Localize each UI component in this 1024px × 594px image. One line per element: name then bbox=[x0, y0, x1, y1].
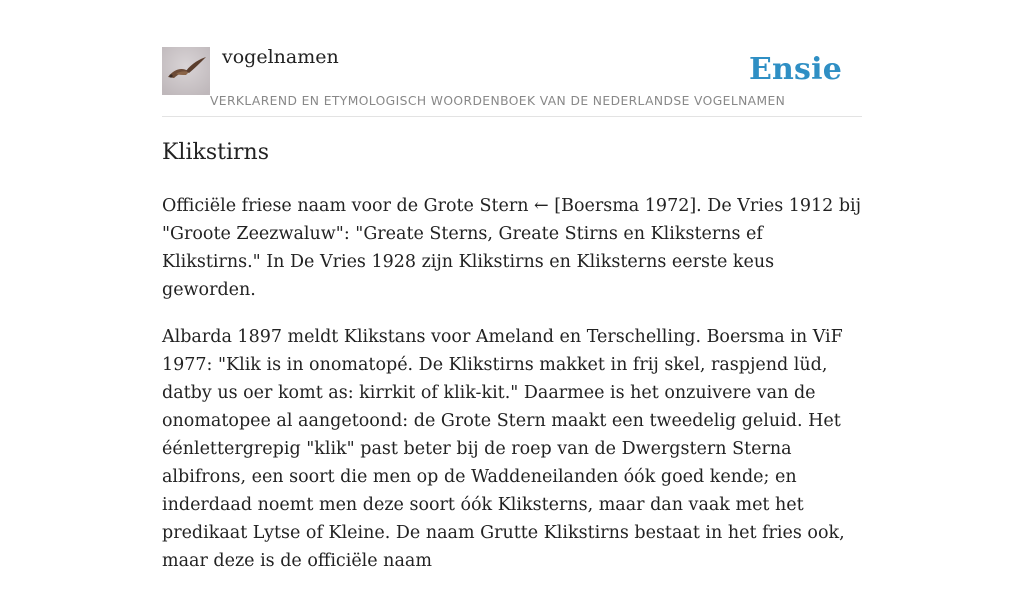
site-header bbox=[162, 0, 862, 117]
site-name-link[interactable]: vogelnamen bbox=[222, 46, 339, 68]
avatar[interactable] bbox=[162, 47, 210, 95]
page bbox=[162, 0, 862, 571]
bird-icon bbox=[162, 47, 210, 95]
entry-paragraph: Officiële friese naam voor de Grote Stern ← [Boersma 1972]. De Vries 1912 bij "Groote Zeezwaluw": "Greate Sterns, Greate Stirns en Kliksterns ef Klikstirns." In De Vries 1928 zijn Klikstirns en Kliksterns eerste keus geworden. bbox=[162, 196, 862, 300]
entry-paragraph: Albarda 1897 meldt Klikstans voor Ameland en Terschelling. Boersma in ViF 1977: "Klik is in onomatopé. De Klikstirns makket in frij skel, raspjend lüd, datby us oer komt as: kirrkit of klik-kit." Daarmee is het onzuivere van de onomatopee al aangetoond: de Grote Stern maakt een tweedelig geluid. Het éénlettergrepig "klik" past beter bij de roep van de Dwergstern Sterna albifrons, een soort die men op de Waddeneilanden óók goed kende; en inderdaad noemt men deze soort óók Kliksterns, maar dan vaak met het predikaat Lytse of Kleine. De naam Grutte Klikstirns bestaat in het fries ook, maar deze is de officiële naam bbox=[162, 327, 845, 571]
ensie-logo[interactable]: Ensie bbox=[748, 52, 842, 87]
entry-title: Klikstirns bbox=[162, 140, 269, 165]
site-tagline: VERKLAREND EN ETYMOLOGISCH WOORDENBOEK VAN DE NEDERLANDSE VOGELNAMEN bbox=[210, 94, 786, 108]
entry-content bbox=[162, 192, 862, 594]
